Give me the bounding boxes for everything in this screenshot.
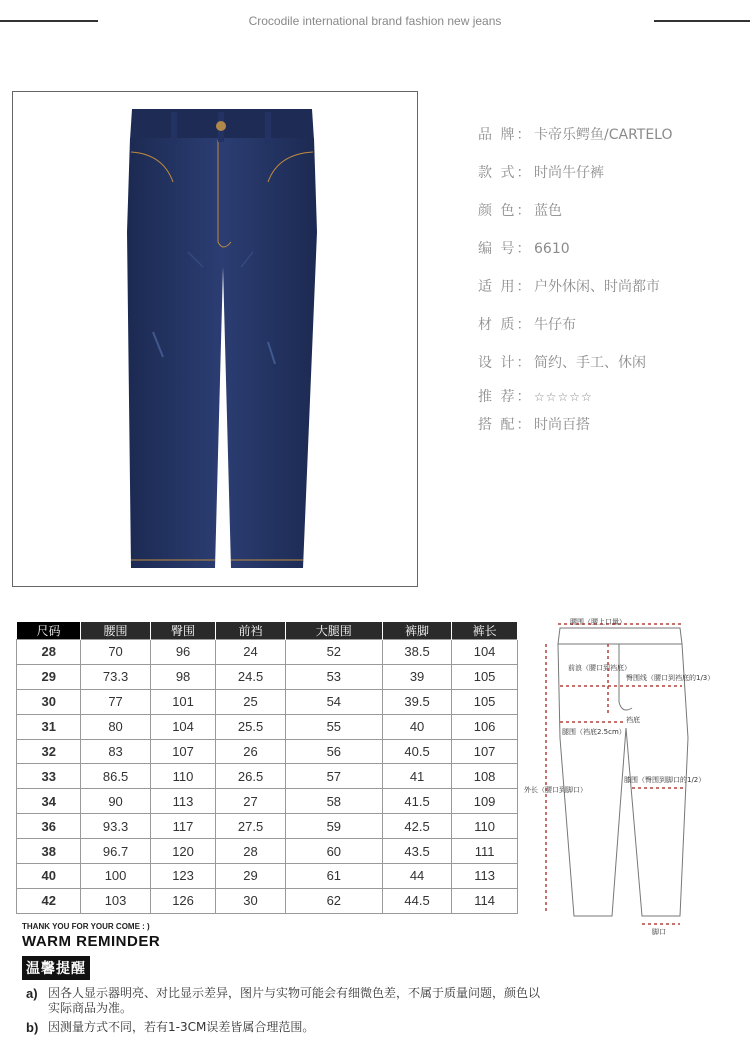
rating-stars-icon: ☆☆☆☆☆ (534, 390, 593, 404)
measurement-cell: 120 (150, 839, 216, 864)
header-hem: 裤脚 (382, 622, 451, 640)
measurement-cell: 93.3 (81, 814, 150, 839)
diagram-label-outseam: 外长（腰口到脚口） (524, 786, 587, 794)
measurement-cell: 100 (81, 864, 150, 889)
header-right-rule (654, 20, 750, 22)
size-cell: 38 (17, 839, 81, 864)
spec-value: 时尚牛仔裤 (534, 165, 604, 181)
product-photo-frame (12, 91, 418, 587)
measurement-cell: 30 (216, 888, 285, 913)
spec-value: 蓝色 (534, 203, 562, 219)
size-cell: 34 (17, 789, 81, 814)
warm-reminder-title-cn: 温馨提醒 (22, 956, 90, 980)
spec-row-design (478, 352, 673, 386)
size-cell: 42 (17, 888, 81, 913)
measurement-diagram (522, 618, 747, 938)
spec-label: 材 质： (478, 317, 533, 333)
table-row (17, 789, 518, 814)
measurement-cell: 103 (81, 888, 150, 913)
header-length: 裤长 (452, 622, 518, 640)
table-row (17, 814, 518, 839)
measurement-cell: 107 (452, 739, 518, 764)
spec-row-material (478, 314, 673, 352)
diagram-label-waist: 腰围（腰上口量） (570, 618, 626, 626)
measurement-cell: 123 (150, 864, 216, 889)
size-cell: 29 (17, 664, 81, 689)
measurement-cell: 101 (150, 689, 216, 714)
measurement-cell: 41.5 (382, 789, 451, 814)
header-waist: 腰围 (81, 622, 150, 640)
measurement-cell: 41 (382, 764, 451, 789)
spec-list (478, 124, 673, 452)
measurement-cell: 105 (452, 664, 518, 689)
measurement-cell: 44 (382, 864, 451, 889)
spec-label: 推 荐： (478, 389, 533, 405)
measurement-cell: 104 (452, 640, 518, 665)
measurement-cell: 39 (382, 664, 451, 689)
measurement-cell: 110 (150, 764, 216, 789)
measurement-cell: 105 (452, 689, 518, 714)
table-row (17, 888, 518, 913)
measurement-cell: 29 (216, 864, 285, 889)
measurement-cell: 73.3 (81, 664, 150, 689)
measurement-cell: 90 (81, 789, 150, 814)
measurement-cell: 39.5 (382, 689, 451, 714)
thanks-text: THANK YOU FOR YOUR COME : ) (22, 922, 150, 931)
measurement-cell: 40 (382, 714, 451, 739)
measurement-cell: 26 (216, 739, 285, 764)
measurement-cell: 111 (452, 839, 518, 864)
size-cell: 36 (17, 814, 81, 839)
size-cell: 32 (17, 739, 81, 764)
table-row (17, 714, 518, 739)
measurement-cell: 28 (216, 839, 285, 864)
measurement-cell: 113 (452, 864, 518, 889)
spec-value: 6610 (534, 241, 570, 257)
measurement-cell: 54 (285, 689, 382, 714)
spec-label: 品 牌： (478, 127, 533, 143)
reminder-item (26, 1020, 550, 1035)
measurement-cell: 42.5 (382, 814, 451, 839)
spec-label: 颜 色： (478, 203, 533, 219)
spec-row-usage (478, 276, 673, 314)
measurement-cell: 24 (216, 640, 285, 665)
spec-label: 适 用： (478, 279, 533, 295)
size-cell: 33 (17, 764, 81, 789)
diagram-label-knee: 膝围（臀围到脚口的1/2） (624, 776, 706, 784)
diagram-label-hem: 脚口 (652, 928, 666, 936)
reminder-text: 因测量方式不同，若有1-3CM误差皆属合理范围。 (48, 1020, 315, 1034)
measurement-cell: 114 (452, 888, 518, 913)
spec-row-number (478, 238, 673, 276)
measurement-cell: 40.5 (382, 739, 451, 764)
measurement-cell: 52 (285, 640, 382, 665)
reminder-bullet: a) (26, 986, 38, 1001)
spec-value: 户外休闲、时尚都市 (534, 279, 660, 295)
measurement-cell: 61 (285, 864, 382, 889)
measurement-cell: 80 (81, 714, 150, 739)
spec-label: 搭 配： (478, 417, 533, 433)
spec-value: 卡帝乐鳄鱼/CARTELO (534, 127, 673, 143)
table-row (17, 664, 518, 689)
measurement-cell: 117 (150, 814, 216, 839)
measurement-cell: 43.5 (382, 839, 451, 864)
table-row (17, 839, 518, 864)
diagram-label-front-rise: 前浪（腰口到裆底） (568, 664, 631, 672)
measurement-cell: 27 (216, 789, 285, 814)
header-rise: 前裆 (216, 622, 285, 640)
jeans-photo (13, 92, 417, 586)
measurement-cell: 53 (285, 664, 382, 689)
measurement-cell: 27.5 (216, 814, 285, 839)
measurement-cell: 57 (285, 764, 382, 789)
header-hip: 臀围 (150, 622, 216, 640)
spec-value: 牛仔布 (534, 317, 576, 333)
measurement-cell: 62 (285, 888, 382, 913)
table-row (17, 640, 518, 665)
reminder-bullet: b) (26, 1020, 39, 1035)
size-table-header (17, 622, 518, 640)
size-table (16, 622, 518, 914)
spec-label: 设 计： (478, 355, 533, 371)
size-table-body (17, 640, 518, 914)
spec-value: 简约、手工、休闲 (534, 355, 646, 371)
spec-row-brand (478, 124, 673, 162)
table-row (17, 864, 518, 889)
diagram-label-crotch: 裆底 (626, 716, 640, 724)
measurement-cell: 25.5 (216, 714, 285, 739)
spec-label: 编 号： (478, 241, 533, 257)
measurement-cell: 56 (285, 739, 382, 764)
table-row (17, 739, 518, 764)
measurement-cell: 59 (285, 814, 382, 839)
diagram-label-hip: 臀围线（腰口到裆底的1/3） (626, 674, 715, 682)
spec-label: 款 式： (478, 165, 533, 181)
reminder-text: 因各人显示器明亮、对比显示差异，图片与实物可能会有细微色差，不属于质量问题，颜色以实际商品为准。 (48, 986, 541, 1015)
measurement-cell: 113 (150, 789, 216, 814)
table-row (17, 689, 518, 714)
measurement-cell: 44.5 (382, 888, 451, 913)
measurement-cell: 77 (81, 689, 150, 714)
spec-row-color (478, 200, 673, 238)
size-cell: 28 (17, 640, 81, 665)
reminder-item (26, 986, 550, 1016)
measurement-cell: 25 (216, 689, 285, 714)
size-cell: 30 (17, 689, 81, 714)
warm-reminder-title: WARM REMINDER (22, 933, 161, 950)
measurement-cell: 38.5 (382, 640, 451, 665)
measurement-cell: 108 (452, 764, 518, 789)
measurement-cell: 96.7 (81, 839, 150, 864)
measurement-cell: 96 (150, 640, 216, 665)
measurement-cell: 60 (285, 839, 382, 864)
measurement-cell: 86.5 (81, 764, 150, 789)
measurement-cell: 106 (452, 714, 518, 739)
measurement-cell: 83 (81, 739, 150, 764)
diagram-label-thigh: 腿围（裆底2.5cm） (562, 728, 626, 736)
size-cell: 31 (17, 714, 81, 739)
spec-value: 时尚百搭 (534, 417, 590, 433)
table-row (17, 764, 518, 789)
spec-row-style (478, 162, 673, 200)
size-cell: 40 (17, 864, 81, 889)
measurement-cell: 98 (150, 664, 216, 689)
measurement-cell: 70 (81, 640, 150, 665)
measurement-cell: 55 (285, 714, 382, 739)
measurement-cell: 110 (452, 814, 518, 839)
measurement-cell: 126 (150, 888, 216, 913)
measurement-cell: 107 (150, 739, 216, 764)
measurement-cell: 109 (452, 789, 518, 814)
measurement-cell: 58 (285, 789, 382, 814)
measurement-cell: 104 (150, 714, 216, 739)
spec-row-recommend (478, 386, 673, 414)
spec-row-match (478, 414, 673, 452)
header-size: 尺码 (17, 622, 81, 640)
page-title: Crocodile international brand fashion new jeans (248, 14, 502, 28)
measurement-cell: 24.5 (216, 664, 285, 689)
measurement-cell: 26.5 (216, 764, 285, 789)
header-thigh: 大腿围 (285, 622, 382, 640)
